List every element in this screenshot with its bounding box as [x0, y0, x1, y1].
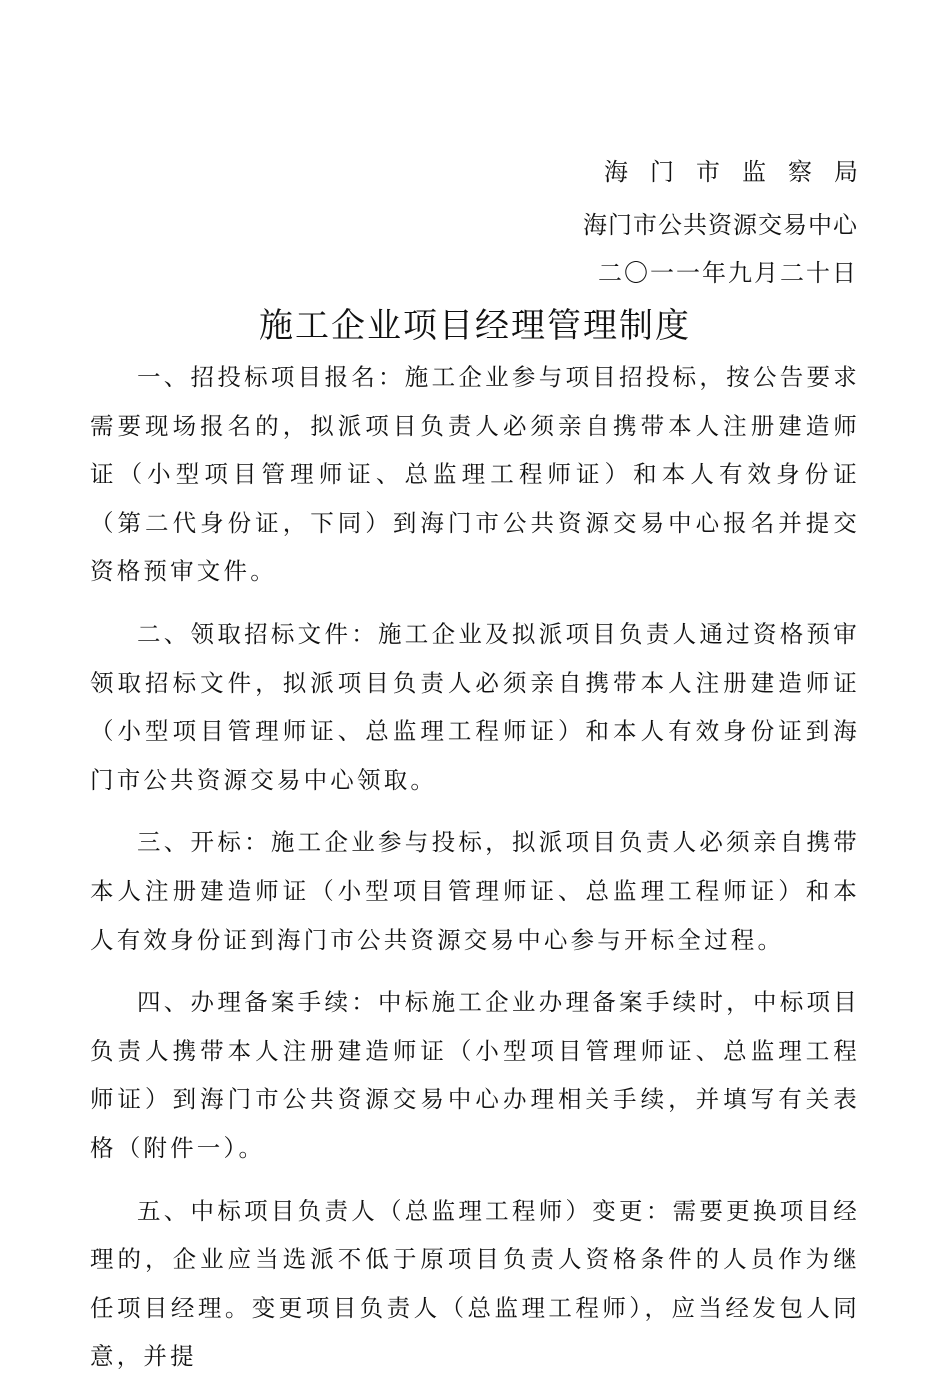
document-title: 施工企业项目经理管理制度 — [259, 306, 691, 346]
paragraph-bid-opening: 三、开标：施工企业参与投标，拟派项目负责人必须亲自携带本人注册建造师证（小型项目管理师证、总监理工程师证）和本人有效身份证到海门市公共资源交易中心参与开标全过程。 — [90, 828, 860, 954]
paragraph-filing-procedures: 四、办理备案手续：中标施工企业办理备案手续时，中标项目负责人携带本人注册建造师证（小型项目管理师证、总监理工程师证）到海门市公共资源交易中心办理相关手续，并填写有关表格（附件一）。 — [90, 988, 860, 1162]
signature-org-trading-center: 海门市公共资源交易中心 — [583, 211, 858, 239]
paragraph-tender-documents: 二、领取招标文件：施工企业及拟派项目负责人通过资格预审领取招标文件，拟派项目负责人必须亲自携带本人注册建造师证（小型项目管理师证、总监理工程师证）和本人有效身份证到海门市公共资源交易中心领取。 — [90, 619, 860, 794]
paragraph-manager-change: 五、中标项目负责人（总监理工程师）变更：需要更换项目经理的，企业应当选派不低于原项目负责人资格条件的人员作为继任项目经理。变更项目负责人（总监理工程师），应当经发包人同意，并提 — [90, 1196, 860, 1371]
paragraph-registration: 一、招投标项目报名：施工企业参与项目招投标，按公告要求需要现场报名的，拟派项目负责人必须亲自携带本人注册建造师证（小型项目管理师证、总监理工程师证）和本人有效身份证（第二代身份证，下同）到海门市公共资源交易中心报名并提交资格预审文件。 — [90, 363, 860, 586]
signature-date: 二〇一一年九月二十日 — [598, 259, 858, 287]
signature-org-supervision-bureau: 海门市监察局 — [604, 158, 880, 186]
document-body — [90, 353, 860, 1395]
